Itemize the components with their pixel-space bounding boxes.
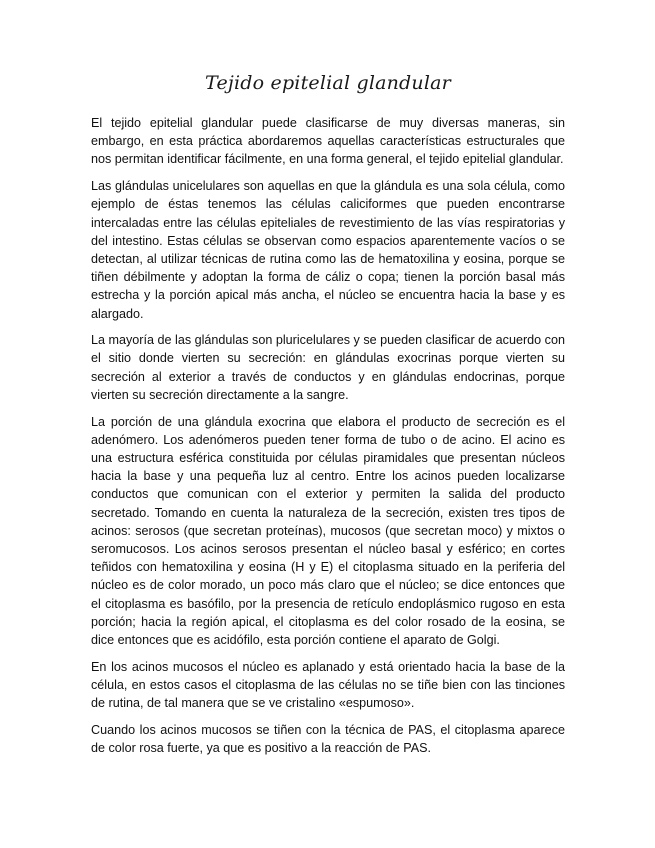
paragraph-unicelulares: Las glándulas unicelulares son aquellas en que la glándula es una sola célula, como ejemplo de éstas tenemos las células caliciformes que pueden encontrarse intercaladas entre las células epiteliales de revestimiento de las vías respiratorias y del intestino. Estas células se observan como espacios aparentemente vacíos o se detectan, al utilizar técnicas de rutina como las de hematoxilina y eosina, porque se tiñen débilmente y adoptan la forma de cáliz o copa; tienen la porción basal más estrecha y la porción apical más ancha, el núcleo se encuentra hacia la base y es alargado. xyxy=(91,179,565,321)
paragraph-adenomero: La porción de una glándula exocrina que elabora el producto de secreción es el adenómero. Los adenómeros pueden tener forma de tubo o de acino. El acino es una estructura esférica constituida por células piramidales que presentan núcleos hacia la base y una pequeña luz al centro. Entre los acinos pueden localizarse conductos que comunican con el exterior y permiten la salida del producto secretado. Tomando en cuenta la naturaleza de la secreción, existen tres tipos de acinos: serosos (que secretan proteínas), mucosos (que secretan moco) y mixtos o seromucosos. Los acinos serosos presentan el núcleo basal y esférico; en cortes teñidos con hematoxilina y eosina (H y E) el citoplasma situado en la periferia del núcleo es de color morado, un poco más claro que el núcleo; se dice entonces que el citoplasma es basófilo, por la presencia de retículo endoplásmico rugoso en esta porción; hacia la región apical, el citoplasma es del color rosado de la eosina, se dice entonces que es acidófilo, esta porción contiene el aparato de Golgi. xyxy=(91,414,565,647)
document-title: Tejido epitelial glandular xyxy=(205,72,451,94)
paragraph-acinos-mucosos: En los acinos mucosos el núcleo es aplanado y está orientado hacia la base de la célula, en estos casos el citoplasma de las células no se tiñe bien con las tinciones de rutina, de tal manera que se ve cristalino «espumoso». xyxy=(91,659,565,711)
paragraph-pluricelulares: La mayoría de las glándulas son pluricelulares y se pueden clasificar de acuerdo con el sitio donde vierten su secreción: en glándulas exocrinas porque vierten su secreción al exterior a través de conductos y en glándulas endocrinas, porque vierten su secreción directamente a la sangre. xyxy=(91,333,565,402)
paragraph-pas: Cuando los acinos mucosos se tiñen con la técnica de PAS, el citoplasma aparece de color rosa fuerte, ya que es positivo a la reacción de PAS. xyxy=(91,722,565,755)
paragraph-intro: El tejido epitelial glandular puede clasificarse de muy diversas maneras, sin embargo, en esta práctica abordaremos aquellas características estructurales que nos permitan identificar fácilmente, en una forma general, el tejido epitelial glandular. xyxy=(91,116,565,167)
